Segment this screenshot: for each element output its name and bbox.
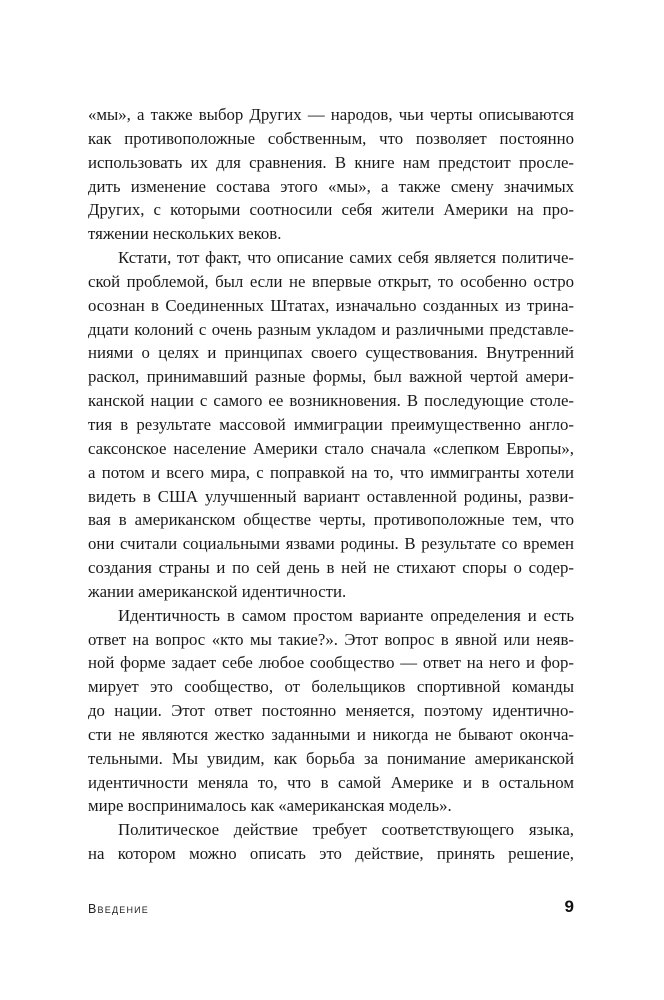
text-line: Политическое действие требует соответствующего языка, <box>118 820 574 840</box>
text-line: идентичности меняла то, что в самой Америке и в остальном <box>88 772 574 792</box>
text-line: тельными. Мы увидим, как борьба за понимание американской <box>88 748 574 768</box>
body-text <box>88 103 574 866</box>
text-line: как противоположные собственным, что позволяет постоянно <box>88 128 574 148</box>
text-line: а потом и всего мира, с поправкой на то, что иммигранты хотели <box>88 462 574 482</box>
text-line: ной форме задает себе любое сообщество — ответ на него и фор- <box>88 653 574 673</box>
text-line: сти не являются жестко заданными и никогда не бывают оконча- <box>88 724 574 744</box>
text-line: тяжении нескольких веков. <box>88 224 282 244</box>
text-line: создания страны и по сей день в ней не стихают споры о содер- <box>88 558 574 578</box>
running-head: Введение <box>88 902 150 916</box>
text-line: тия в результате массовой иммиграции преимущественно англо- <box>88 414 574 434</box>
text-line: ской проблемой, был если не впервые открыт, то особенно остро <box>88 271 574 291</box>
text-line: жании американской идентичности. <box>88 581 347 601</box>
paragraph <box>88 604 574 819</box>
text-line: они считали социальными язвами родины. В результате со времен <box>88 534 574 554</box>
text-line: ответ на вопрос «кто мы такие?». Этот вопрос в явной или неяв- <box>88 629 574 649</box>
text-line: мире воспринималось как «американская модель». <box>88 796 452 816</box>
text-line: осознан в Соединенных Штатах, изначально созданных из трина- <box>88 295 574 315</box>
page-number: 9 <box>564 897 574 916</box>
paragraph <box>88 103 574 246</box>
text-line: до нации. Этот ответ постоянно меняется, поэтому идентично- <box>88 701 574 721</box>
text-line: дить изменение состава этого «мы», а также смену значимых <box>88 176 574 196</box>
text-line: раскол, принимавший разные формы, был важной чертой амери- <box>88 367 574 387</box>
text-line: Других, с которыми соотносили себя жители Америки на про- <box>88 200 574 220</box>
text-line: использовать их для сравнения. В книге нам предстоит просле- <box>88 152 574 172</box>
text-line: Кстати, тот факт, что описание самих себя является политиче- <box>118 248 574 268</box>
text-line: вая в американском обществе черты, противоположные тем, что <box>88 510 574 530</box>
text-line: ниями о целях и принципах своего существования. Внутренний <box>88 343 574 363</box>
text-line: на котором можно описать это действие, принять решение, <box>88 844 574 864</box>
text-line: видеть в США улучшенный вариант оставленной родины, разви- <box>88 486 574 506</box>
paragraph <box>88 818 574 866</box>
text-line: Идентичность в самом простом варианте определения и есть <box>118 605 574 625</box>
text-line: дцати колоний с очень разным укладом и различными представле- <box>88 319 574 339</box>
text-line: «мы», а также выбор Других — народов, чьи черты описываются <box>88 105 574 124</box>
paragraph <box>88 246 574 604</box>
text-line: мирует это сообщество, от болельщиков спортивной команды <box>88 677 574 697</box>
text-line: канской нации с самого ее возникновения. В последующие столе- <box>88 391 574 411</box>
text-line: саксонское население Америки стало сначала «слепком Европы», <box>88 438 574 458</box>
page-footer <box>88 897 574 920</box>
